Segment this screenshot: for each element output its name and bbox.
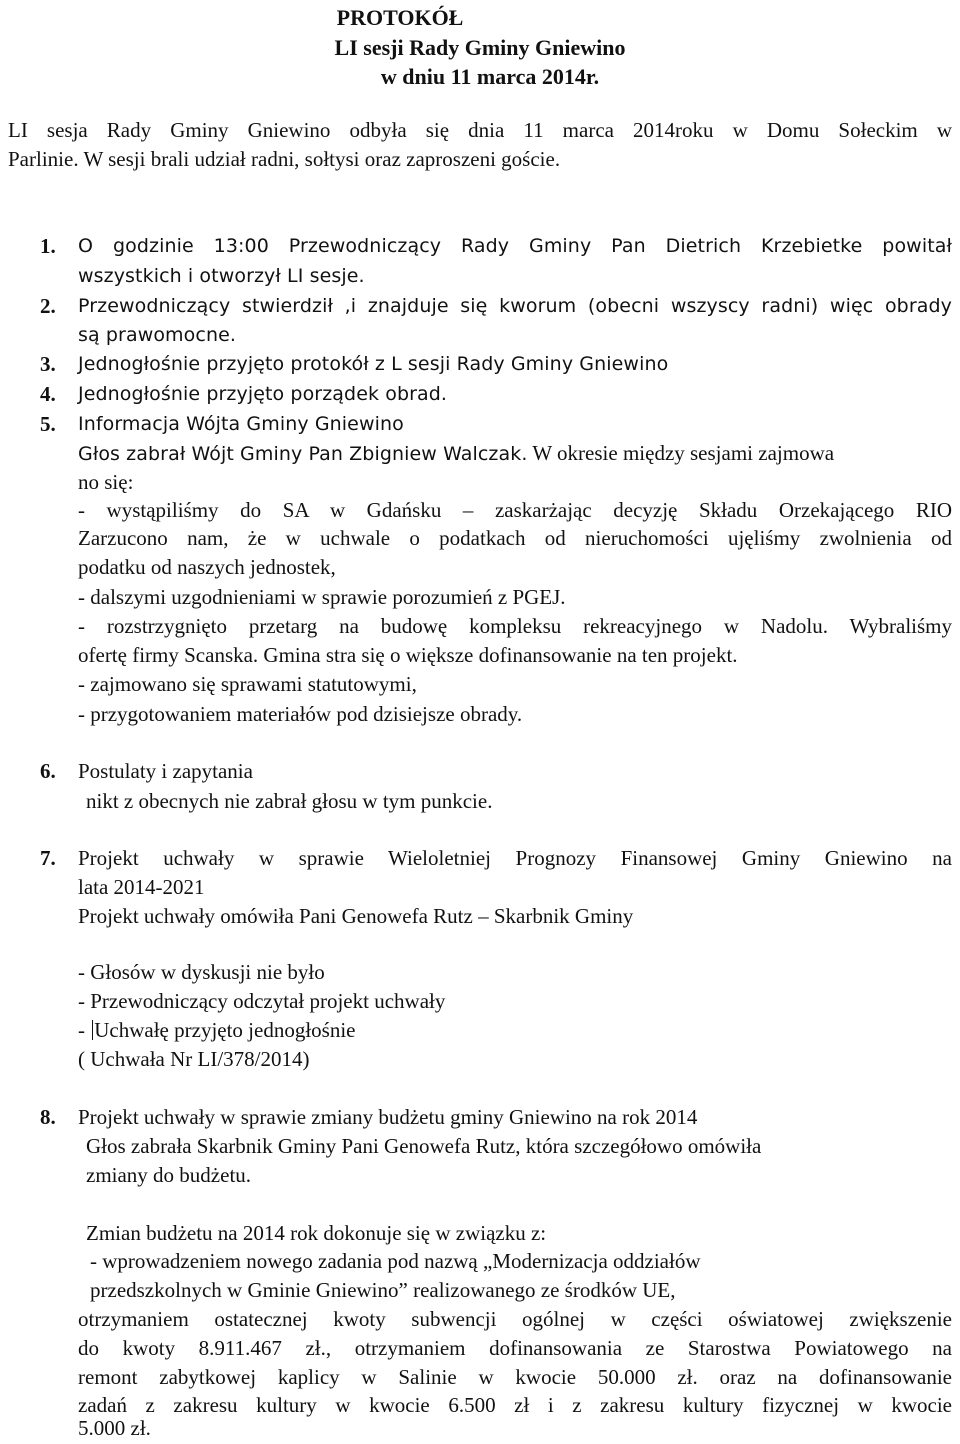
item-8-line-4: Zmian budżetu na 2014 rok dokonuje się w związku z: [86,1221,547,1245]
item-number-5: 5. [40,412,56,436]
item-7-line-1: Projekt uchwały w sprawie Wieloletniej Prognozy Finansowej Gminy Gniewino na [78,846,952,870]
item-2-line-1: Przewodniczący stwierdził ,i znajduje się kworum (obecni wszyscy radni) więc obrady [78,295,952,317]
item-number-4: 4. [40,382,56,406]
item-7-line-5: - Przewodniczący odczytał projekt uchwały [78,989,446,1013]
item-7-line-6 [78,1016,356,1045]
item-7-line-2: lata 2014-2021 [78,875,205,899]
item-7-line-7: ( Uchwała Nr LI/378/2014) [78,1047,310,1071]
item-4-line-1: Jednogłośnie przyjęto porządek obrad. [78,383,448,405]
item-5-line-2b: W okresie między sesjami zajmowa [527,441,835,465]
item-5-line-2 [78,439,834,469]
item-8-line-7: otrzymaniem ostatecznej kwoty subwencji ogólnej w części oświatowej zwiększenie [78,1307,952,1331]
item-5-line-4: - wystąpiliśmy do SA w Gdańsku – zaskarżając decyzję Składu Orzekającego RIO [78,498,952,522]
item-5-line-3: no się: [78,470,134,494]
document-title: PROTOKÓŁ [336,5,464,30]
intro-line-2: Parlinie. W sesji brali udział radni, sołtysi oraz zaproszeni goście. [8,147,561,171]
item-8-line-9: remont zabytkowej kaplicy w Salinie w kwocie 50.000 zł. oraz na dofinansowanie [78,1365,952,1389]
item-5-line-6: podatku od naszych jednostek, [78,555,336,579]
item-1-line-2: wszystkich i otworzył LI sesje. [78,265,365,287]
item-8-line-6: przedszkolnych w Gminie Gniewino” realizowanego ze środków UE, [90,1278,676,1302]
item-8-line-1: Projekt uchwały w sprawie zmiany budżetu gminy Gniewino na rok 2014 [78,1105,698,1129]
item-5-line-8: - rozstrzygnięto przetarg na budowę kompleksu rekreacyjnego w Nadolu. Wybraliśmy [78,614,952,638]
item-1-line-1: O godzinie 13:00 Przewodniczący Rady Gminy Pan Dietrich Krzebietke powitał [78,235,952,257]
item-number-6: 6. [40,759,56,783]
item-2-line-2: są prawomocne. [78,324,237,346]
intro-line-1: LI sesja Rady Gminy Gniewino odbyła się dnia 11 marca 2014roku w Domu Sołeckim w [8,118,952,142]
item-5-line-9: ofertę firmy Scanska. Gmina stra się o większe dofinansowanie na ten projekt. [78,643,738,667]
item-8-line-5: - wprowadzeniem nowego zadania pod nazwą „Modernizacja oddziałów [90,1249,701,1273]
item-8-line-3: zmiany do budżetu. [86,1163,252,1187]
item-6-line-1: Postulaty i zapytania [78,759,253,783]
item-8-line-8: do kwoty 8.911.467 zł., otrzymaniem dofinansowania ze Starostwa Powiatowego na [78,1336,952,1360]
item-7-line-6a: - [78,1018,91,1042]
item-6-line-2: nikt z obecnych nie zabrał głosu w tym punkcie. [86,789,493,813]
item-number-1: 1. [40,234,56,258]
item-5-line-5: Zarzucono nam, że w uchwale o podatkach od nieruchomości ujęliśmy zwolnienia od [78,526,952,550]
item-number-8: 8. [40,1105,56,1129]
item-number-7: 7. [40,846,56,870]
item-5-line-7: - dalszymi uzgodnieniami w sprawie porozumień z PGEJ. [78,585,566,609]
item-number-2: 2. [40,294,56,318]
session-date: w dniu 11 marca 2014r. [380,64,600,89]
item-5-line-11: - przygotowaniem materiałów pod dzisiejsze obrady. [78,702,523,726]
item-5-line-10: - zajmowano się sprawami statutowymi, [78,672,417,696]
item-5-heading: Informacja Wójta Gminy Gniewino [78,413,404,435]
item-8-line-2: Głos zabrała Skarbnik Gminy Pani Genowefa Rutz, która szczegółowo omówiła [86,1134,762,1158]
item-3-line-1: Jednogłośnie przyjęto protokół z L sesji Rady Gminy Gniewino [78,353,669,375]
item-7-line-6b: Uchwałę przyjęto jednogłośnie [94,1018,356,1042]
item-5-line-2a: Głos zabrał Wójt Gminy Pan Zbigniew Walczak. [78,443,528,465]
item-number-3: 3. [40,352,56,376]
item-8-line-11: 5.000 zł. [78,1416,151,1440]
session-title: LI sesji Rady Gminy Gniewino [334,35,626,60]
item-8-line-10: zadań z zakresu kultury w kwocie 6.500 zł i z zakresu kultury fizycznej w kwocie [78,1393,952,1417]
item-7-line-4: - Głosów w dyskusji nie było [78,960,325,984]
item-7-line-3: Projekt uchwały omówiła Pani Genowefa Rutz – Skarbnik Gminy [78,904,634,928]
